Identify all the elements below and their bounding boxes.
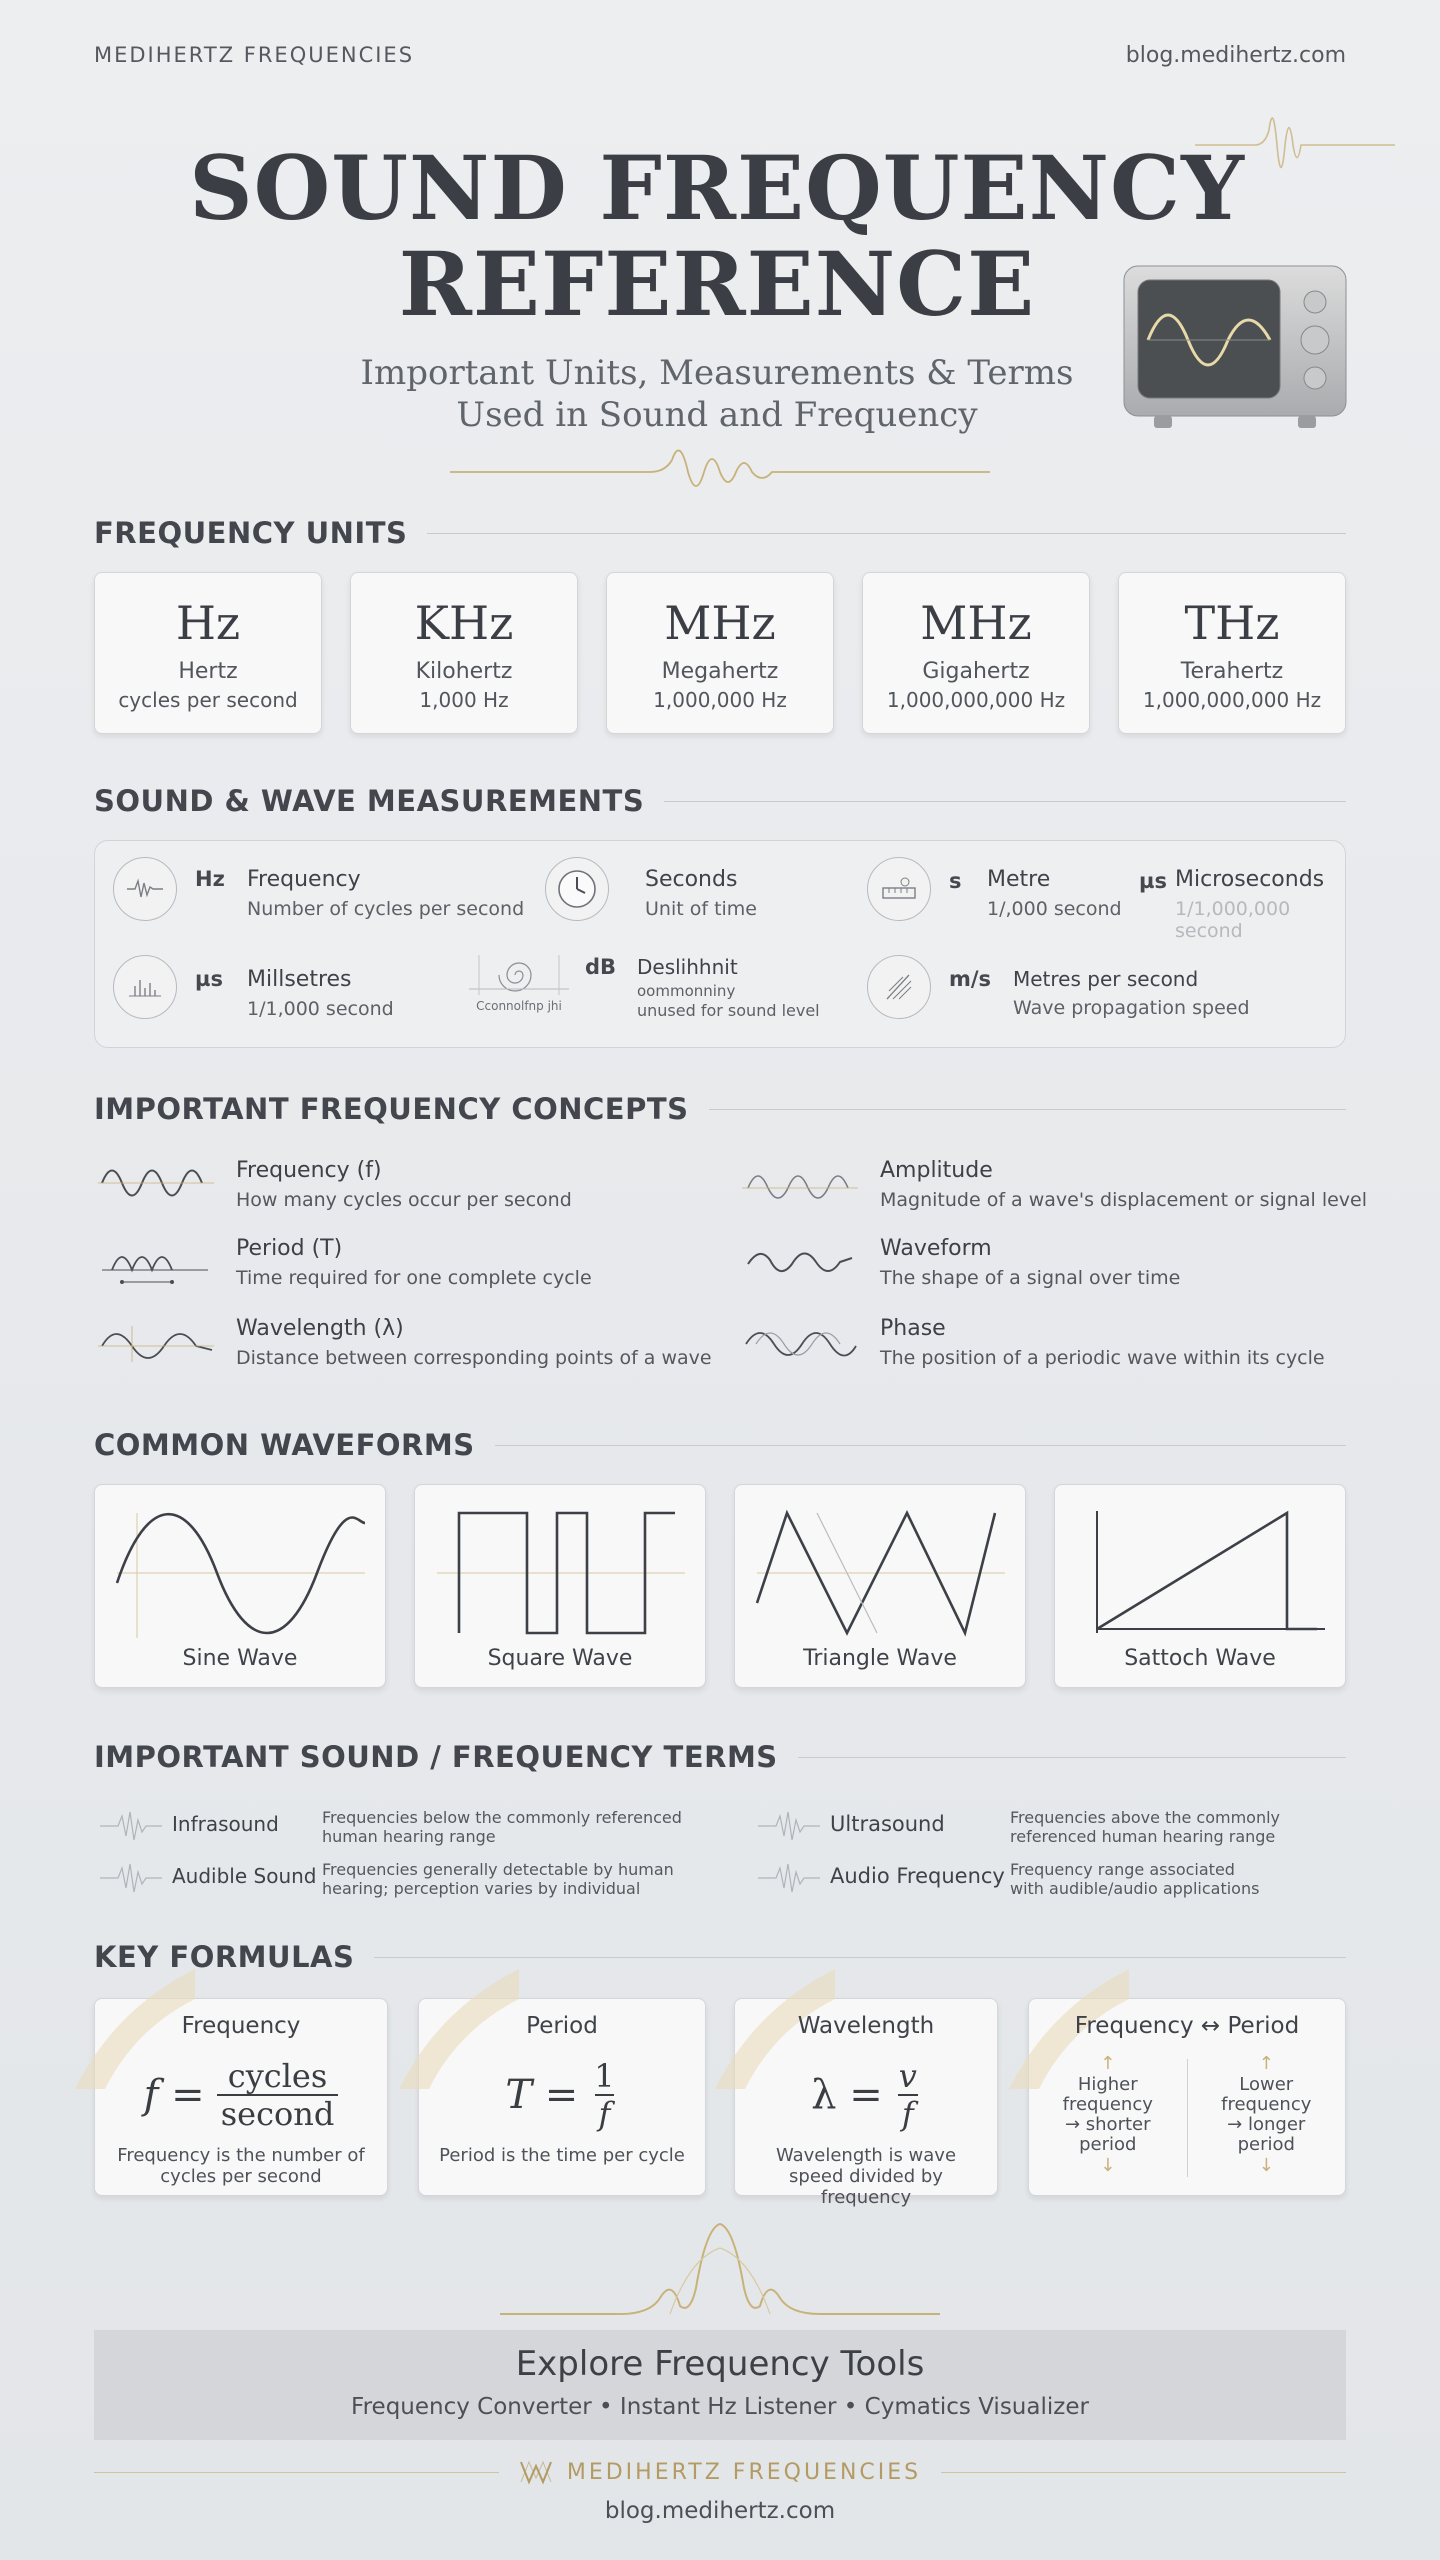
concept-desc: Time required for one complete cycle [236, 1267, 592, 1289]
waveform-card-sawtooth [1054, 1484, 1346, 1688]
concept-waveform [742, 1236, 1180, 1289]
section-title: IMPORTANT FREQUENCY CONCEPTS [94, 1092, 689, 1126]
title-line-2: REFERENCE [398, 232, 1036, 336]
relation-left [1029, 2053, 1187, 2183]
measurement-name: Metres per second [1013, 967, 1199, 991]
measurement-microseconds [1139, 857, 1345, 942]
measurement-desc: Unit of time [645, 898, 757, 920]
section-title: KEY FORMULAS [94, 1940, 355, 1974]
relation-columns [1029, 2053, 1345, 2183]
measurement-name: Metre [987, 867, 1051, 892]
unit-symbol: KHz [414, 596, 514, 650]
unit-name: Terahertz [1180, 659, 1284, 684]
brand-logo-icon [519, 2458, 553, 2486]
unit-desc: cycles per second [118, 688, 298, 712]
concept-period [98, 1236, 592, 1289]
section-rule [495, 1445, 1346, 1446]
concept-name: Period (T) [236, 1236, 343, 1261]
concept-phase [742, 1316, 1325, 1369]
term-desc: Frequency range associated with audible/audio applications [1010, 1860, 1260, 1898]
formula-equation [735, 2055, 997, 2135]
relation-text: Lower frequency → longer period [1221, 2074, 1312, 2155]
section-waveforms [94, 1428, 1346, 1462]
cta-links[interactable]: Frequency Converter • Instant Hz Listener • Cymatics Visualizer [351, 2394, 1089, 2420]
sound-wave-icon [756, 1858, 822, 1898]
formula-title: Frequency [181, 2013, 301, 2039]
concept-name: Frequency (f) [236, 1158, 382, 1183]
section-frequency-units [94, 516, 1346, 550]
formula-lhs: T = [505, 2072, 579, 2118]
relation-text: Higher frequency → shorter period [1062, 2074, 1153, 2155]
footer-site-url[interactable]: blog.medihertz.com [604, 2498, 836, 2524]
brand-name: MEDIHERTZ FREQUENCIES [94, 43, 415, 67]
measurement-desc: 1/1,000 second [247, 998, 394, 1020]
section-rule [664, 801, 1346, 802]
formula-equation [95, 2055, 387, 2135]
term-desc: Frequencies above the commonly referenced human hearing range [1010, 1808, 1280, 1846]
concept-name: Wavelength (λ) [236, 1316, 404, 1341]
units-row [94, 572, 1346, 736]
concept-desc: The position of a periodic wave within its cycle [880, 1347, 1325, 1369]
concept-desc: Magnitude of a wave's displacement or signal level [880, 1189, 1367, 1211]
sine-wave-icon [98, 1158, 216, 1208]
term-ultrasound [756, 1806, 1340, 1846]
formula-card-frequency [94, 1998, 388, 2196]
section-title: SOUND & WAVE MEASUREMENTS [94, 784, 645, 818]
measurement-seconds [545, 857, 757, 921]
waveforms-row [94, 1484, 1346, 1688]
title-divider-wave-icon [450, 432, 990, 502]
concept-wavelength [98, 1316, 712, 1369]
formula-card-wavelength [734, 1998, 998, 2208]
waveform-label: Triangle Wave [803, 1646, 957, 1671]
square-icon [437, 1503, 685, 1643]
measurement-desc: Number of cycles per second [247, 898, 525, 920]
term-name: Audible Sound [172, 1864, 317, 1888]
unit-symbol: MHz [664, 596, 776, 650]
term-desc: Frequencies below the commonly referenced human hearing range [322, 1808, 682, 1846]
unit-symbol: THz [1184, 596, 1280, 650]
section-rule [427, 533, 1346, 534]
formula-card-relation [1028, 1998, 1346, 2196]
oscilloscope-tv-icon [1120, 260, 1350, 440]
measurement-desc-2: unused for sound level [637, 1001, 820, 1020]
measurement-symbol: dB [585, 955, 617, 979]
formula-fraction [590, 2058, 618, 2132]
waveform-card-sine [94, 1484, 386, 1688]
formula-note: Period is the time per cycle [439, 2145, 685, 2166]
term-name: Ultrasound [830, 1812, 945, 1836]
measurement-name: Seconds [645, 867, 738, 892]
concept-amplitude [742, 1158, 1367, 1211]
formula-denominator: f [898, 2094, 918, 2132]
waveform-card-triangle [734, 1484, 1026, 1688]
waveform-icon [742, 1236, 860, 1286]
unit-desc: 1,000,000,000 Hz [1142, 688, 1322, 712]
sound-wave-icon [98, 1806, 164, 1846]
section-rule [798, 1757, 1346, 1758]
formula-numerator: 1 [594, 2057, 615, 2095]
unit-symbol: Hz [175, 596, 241, 650]
measurement-desc: 1/1,000,000 second [1174, 898, 1291, 942]
measurement-name: Millsetres [247, 967, 352, 992]
subtitle-line-1: Important Units, Measurements & Terms [360, 353, 1074, 393]
section-measurements [94, 784, 1346, 818]
footer-wave-icon [500, 2218, 940, 2322]
term-name: Infrasound [172, 1812, 279, 1836]
measurements-panel [94, 840, 1346, 1048]
waveform-icon [113, 857, 177, 921]
waveform-label: Sine Wave [182, 1646, 298, 1671]
icon-caption: Cconnolfnp jhi [476, 999, 562, 1013]
formula-card-period [418, 1998, 706, 2196]
measurement-symbol: µs [1139, 869, 1167, 893]
footer-brand-mark [499, 2458, 941, 2486]
section-terms [94, 1740, 1346, 1774]
unit-card-hz [94, 572, 322, 734]
sparkle-icon [867, 955, 931, 1019]
section-rule [709, 1109, 1346, 1110]
unit-desc: 1,000,000,000 Hz [886, 688, 1066, 712]
arrow-down-icon: ↓ [1100, 2155, 1116, 2176]
clock-icon [545, 857, 609, 921]
measurement-metre [867, 857, 1122, 921]
formula-equation [419, 2055, 705, 2135]
subtitle-line-2: Used in Sound and Frequency [456, 395, 978, 435]
formula-fraction [895, 2058, 921, 2132]
ruler-icon [867, 857, 931, 921]
top-bar [94, 40, 1346, 70]
measurement-name: Deslihhnit [637, 955, 738, 979]
section-concepts [94, 1092, 1346, 1126]
arrow-up-icon: ↑ [1100, 2053, 1116, 2074]
site-url[interactable]: blog.medihertz.com [1125, 42, 1346, 68]
formula-title: Wavelength [797, 2013, 935, 2039]
measurement-symbol: µs [195, 967, 223, 991]
measurement-name: Frequency [247, 867, 361, 892]
title-line-1: SOUND FREQUENCY [189, 136, 1245, 240]
concept-desc: How many cycles occur per second [236, 1189, 572, 1211]
measurement-desc: oommonniny [637, 982, 736, 1000]
arrow-down-icon: ↓ [1258, 2155, 1274, 2176]
measurement-symbol: m/s [949, 967, 992, 991]
unit-symbol: MHz [920, 596, 1032, 650]
unit-desc: 1,000 Hz [419, 688, 509, 712]
measurement-desc: 1/,000 second [987, 898, 1122, 920]
unit-name: Kilohertz [415, 659, 513, 684]
section-title: IMPORTANT SOUND / FREQUENCY TERMS [94, 1740, 778, 1774]
footer-rule [941, 2472, 1346, 2473]
amplitude-icon [742, 1158, 860, 1208]
unit-desc: 1,000,000 Hz [653, 688, 787, 712]
period-icon [98, 1236, 216, 1286]
formula-denominator: second [217, 2094, 339, 2132]
measurement-millisecond [113, 955, 394, 1020]
concept-name: Waveform [880, 1236, 992, 1261]
unit-card-ghz [862, 572, 1090, 734]
triangle-icon [757, 1503, 1005, 1643]
formula-note: Frequency is the number of cycles per second [117, 2145, 365, 2187]
term-audio-frequency [756, 1858, 1270, 1898]
formula-fraction [217, 2058, 339, 2132]
sine-icon [117, 1503, 365, 1643]
arrow-up-icon: ↑ [1258, 2053, 1274, 2074]
relation-right [1188, 2053, 1346, 2183]
concept-frequency [98, 1158, 572, 1211]
formula-note: Wavelength is wave speed divided by frequency [775, 2145, 957, 2208]
term-infrasound [98, 1806, 682, 1846]
phase-icon [742, 1316, 860, 1366]
unit-name: Hertz [178, 659, 238, 684]
formula-numerator: cycles [227, 2057, 328, 2095]
formula-numerator: v [898, 2057, 917, 2095]
formula-lhs: f = [143, 2072, 205, 2118]
unit-name: Megahertz [661, 659, 779, 684]
term-audible-sound [98, 1858, 722, 1898]
measurement-frequency [113, 857, 524, 921]
waveform-card-square [414, 1484, 706, 1688]
sound-wave-icon [756, 1806, 822, 1846]
formula-title: Period [526, 2013, 598, 2039]
sawtooth-icon [1077, 1503, 1325, 1643]
concept-name: Amplitude [880, 1158, 993, 1183]
measurement-desc: Wave propagation speed [1013, 997, 1250, 1019]
sound-wave-icon [98, 1858, 164, 1898]
term-desc: Frequencies generally detectable by human hearing; perception varies by individual [322, 1860, 674, 1898]
concept-name: Phase [880, 1316, 946, 1341]
waveform-label: Square Wave [487, 1646, 633, 1671]
section-title: FREQUENCY UNITS [94, 516, 408, 550]
section-title: COMMON WAVEFORMS [94, 1428, 475, 1462]
unit-card-thz [1118, 572, 1346, 734]
cta-title[interactable]: Explore Frequency Tools [515, 2344, 925, 2384]
formula-title: Frequency ↔ Period [1074, 2013, 1300, 2039]
waveform-label: Sattoch Wave [1124, 1646, 1276, 1671]
concept-desc: The shape of a signal over time [880, 1267, 1181, 1289]
measurement-metres-per-second [867, 955, 1250, 1019]
section-rule [374, 1957, 1346, 1958]
footer-rule [94, 2472, 499, 2473]
concept-desc: Distance between corresponding points of a wave [236, 1347, 712, 1369]
cta-banner[interactable] [94, 2330, 1346, 2440]
measurement-decibel [463, 949, 820, 1020]
measurement-symbol: Hz [195, 867, 225, 891]
measurement-name: Microseconds [1174, 867, 1325, 892]
unit-card-khz [350, 572, 578, 734]
wavelength-icon [98, 1316, 216, 1366]
unit-card-mhz [606, 572, 834, 734]
spiral-icon [465, 949, 573, 1001]
formula-lhs: λ = [811, 2072, 883, 2118]
term-name: Audio Frequency [830, 1864, 1005, 1888]
footer-brand-name: MEDIHERTZ FREQUENCIES [566, 2459, 922, 2485]
bars-icon [113, 955, 177, 1019]
footer-brand [94, 2452, 1346, 2492]
unit-name: Gigahertz [922, 659, 1030, 684]
measurement-symbol: s [949, 869, 962, 893]
formula-denominator: f [595, 2094, 615, 2132]
